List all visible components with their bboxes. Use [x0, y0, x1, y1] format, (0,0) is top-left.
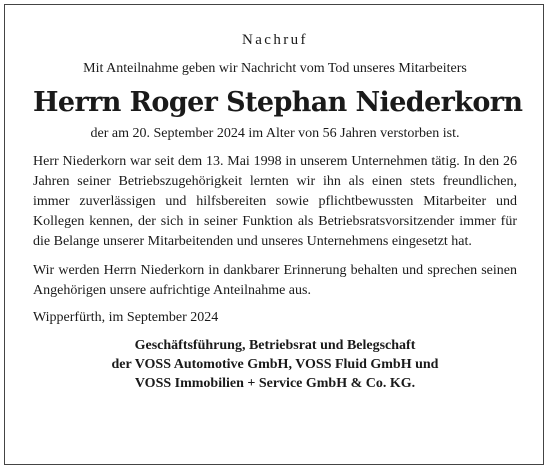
- signature-line: VOSS Immobilien + Service GmbH & Co. KG.: [134, 376, 416, 391]
- notice-header: Nachruf: [242, 32, 308, 48]
- signature-line: der VOSS Automotive GmbH, VOSS Fluid GmbH und: [111, 357, 439, 372]
- signature-line: Geschäftsführung, Betriebsrat und Belegschaft: [134, 338, 416, 353]
- condolence-paragraph: Wir werden Herrn Niederkorn in dankbarer Erinnerung behalten und sprechen seinen Angehörigen unsere aufrichtige Anteilnahme aus.: [33, 263, 517, 298]
- death-date-line: der am 20. September 2024 im Alter von 56 Jahren verstorben ist.: [90, 126, 460, 141]
- career-paragraph: Herr Niederkorn war seit dem 13. Mai 1998 in unserem Unternehmen tätig. In den 26 Jahren seiner Betriebszugehörigkeit lernten wir ihn als einen stets freundlichen, immer zuverlässigen und hilfsbereiten sowie pflichtbewussten Mitarbeiter und Kollegen kennen, der sich in seiner Funktion als Betriebsratsvorsitzender immer für die Belange unserer Mitarbeitenden und unseres Unternehmens eingesetzt hat.: [33, 154, 517, 249]
- obituary-notice: [33, 32, 523, 393]
- deceased-name: Herrn Roger Stephan Niederkorn: [33, 87, 523, 118]
- intro-line: Mit Anteilnahme geben wir Nachricht vom Tod unseres Mitarbeiters: [83, 61, 467, 76]
- place-date: Wipperfürth, im September 2024: [33, 310, 219, 325]
- signature-block: [33, 336, 517, 393]
